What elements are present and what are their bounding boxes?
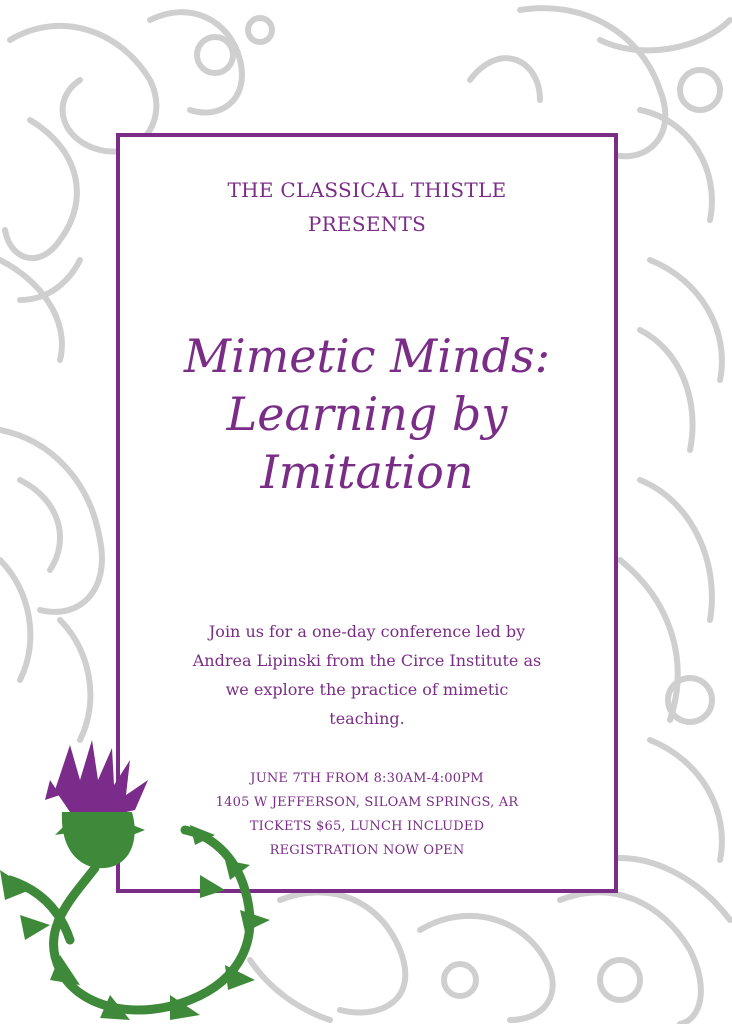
description-line-3: we explore the practice of mimetic	[225, 680, 509, 699]
presenter-line-1: THE CLASSICAL THISTLE	[227, 178, 507, 202]
presenter-heading	[120, 173, 614, 241]
details-address: 1405 W JEFFERSON, SILOAM SPRINGS, AR	[215, 795, 519, 810]
event-description	[160, 617, 574, 733]
details-date: JUNE 7TH FROM 8:30AM-4:00PM	[250, 771, 484, 786]
description-line-1: Join us for a one-day conference led by	[208, 622, 526, 641]
description-line-4: teaching.	[329, 709, 405, 728]
title-line-2: Learning by	[226, 387, 508, 441]
event-title	[140, 327, 594, 501]
details-tickets: TICKETS $65, LUNCH INCLUDED	[249, 819, 485, 834]
description-line-2: Andrea Lipinski from the Circe Institute as	[192, 651, 542, 670]
details-registration: REGISTRATION NOW OPEN	[269, 843, 465, 858]
title-line-3: Imitation	[260, 445, 474, 499]
title-line-1: Mimetic Minds:	[183, 329, 551, 383]
presenter-line-2: PRESENTS	[307, 212, 427, 236]
thistle-icon	[0, 740, 280, 1024]
